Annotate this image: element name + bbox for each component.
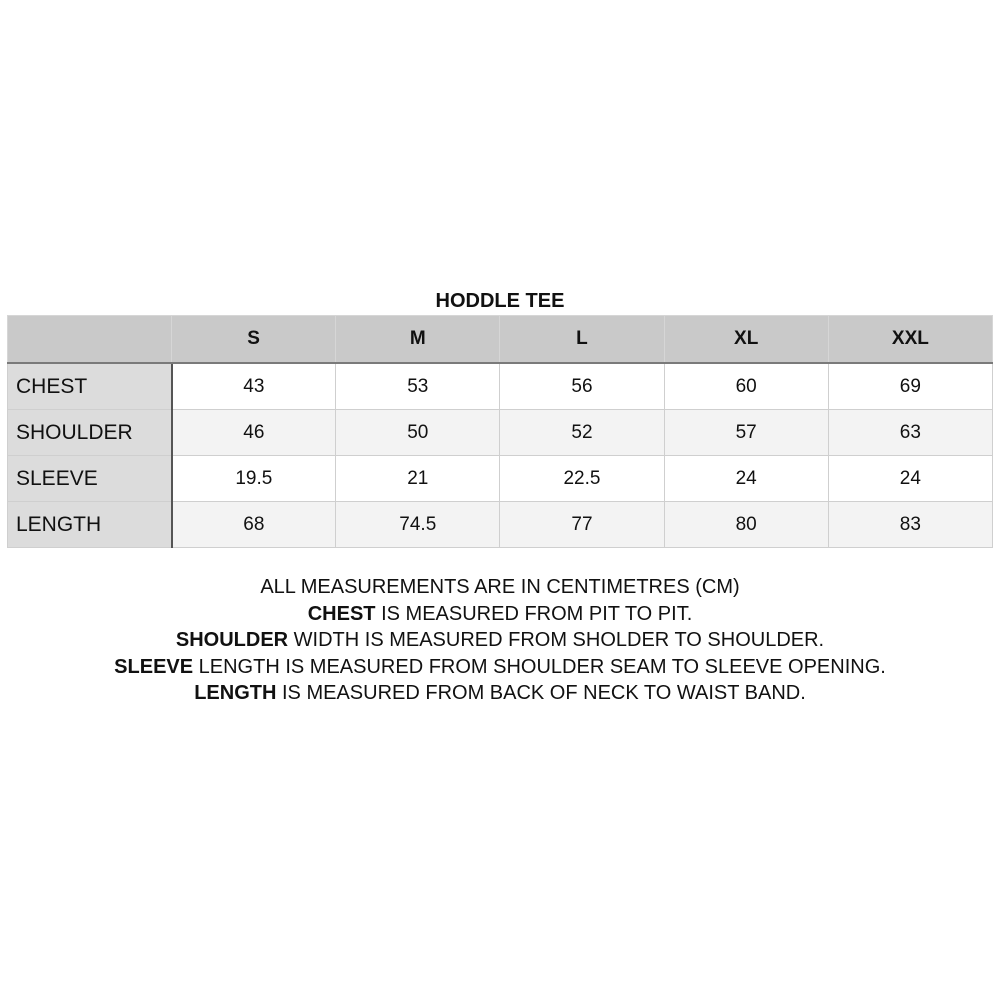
table-cell: 24 (664, 456, 828, 502)
row-label: LENGTH (8, 502, 172, 548)
sleeve-note (0, 654, 1000, 681)
row-label: SHOULDER (8, 410, 172, 456)
sleeve-note-term: SLEEVE (114, 655, 194, 678)
units-note-text: ALL MEASUREMENTS ARE IN CENTIMETRES (CM) (260, 576, 740, 598)
column-header: L (500, 316, 664, 364)
shoulder-note-term: SHOULDER (175, 629, 289, 651)
table-cell: 80 (664, 502, 828, 548)
column-header: S (172, 316, 336, 364)
row-label: CHEST (8, 363, 172, 410)
table-header-row (8, 316, 993, 364)
table-cell: 74.5 (336, 502, 500, 548)
shoulder-note-text: WIDTH IS MEASURED FROM SHOLDER TO SHOULDER. (288, 629, 825, 651)
row-label: SLEEVE (8, 456, 172, 502)
chest-note-text: IS MEASURED FROM PIT TO PIT. (375, 602, 693, 625)
measurement-notes (0, 574, 1000, 707)
table-row (8, 456, 993, 502)
table-corner-cell (8, 316, 172, 364)
table-cell: 63 (828, 410, 992, 456)
chest-note (0, 601, 1000, 628)
table-cell: 60 (664, 363, 828, 410)
table-cell: 53 (336, 363, 500, 410)
table-cell: 19.5 (172, 456, 336, 502)
table-cell: 46 (172, 410, 336, 456)
table-row (8, 363, 993, 410)
shoulder-note (0, 627, 1000, 654)
column-header: XXL (828, 316, 992, 364)
length-note (0, 680, 1000, 707)
table-cell: 56 (500, 363, 664, 410)
table-cell: 57 (664, 410, 828, 456)
table-cell: 24 (828, 456, 992, 502)
table-cell: 77 (500, 502, 664, 548)
table-cell: 50 (336, 410, 500, 456)
chart-title: HODDLE TEE (435, 290, 565, 312)
table-cell: 83 (828, 502, 992, 548)
size-chart-table (7, 315, 993, 548)
table-cell: 43 (172, 363, 336, 410)
column-header: XL (664, 316, 828, 364)
table-cell: 68 (172, 502, 336, 548)
table-cell: 22.5 (500, 456, 664, 502)
table-row (8, 502, 993, 548)
table-cell: 52 (500, 410, 664, 456)
length-note-term: LENGTH (194, 682, 277, 704)
chest-note-term: CHEST (307, 602, 376, 625)
table-row (8, 410, 993, 456)
units-note (0, 574, 1000, 601)
sleeve-note-text: LENGTH IS MEASURED FROM SHOULDER SEAM TO SLEEVE OPENING. (193, 655, 886, 678)
length-note-text: IS MEASURED FROM BACK OF NECK TO WAIST BAND. (276, 682, 806, 704)
table-cell: 21 (336, 456, 500, 502)
column-header: M (336, 316, 500, 364)
table-cell: 69 (828, 363, 992, 410)
